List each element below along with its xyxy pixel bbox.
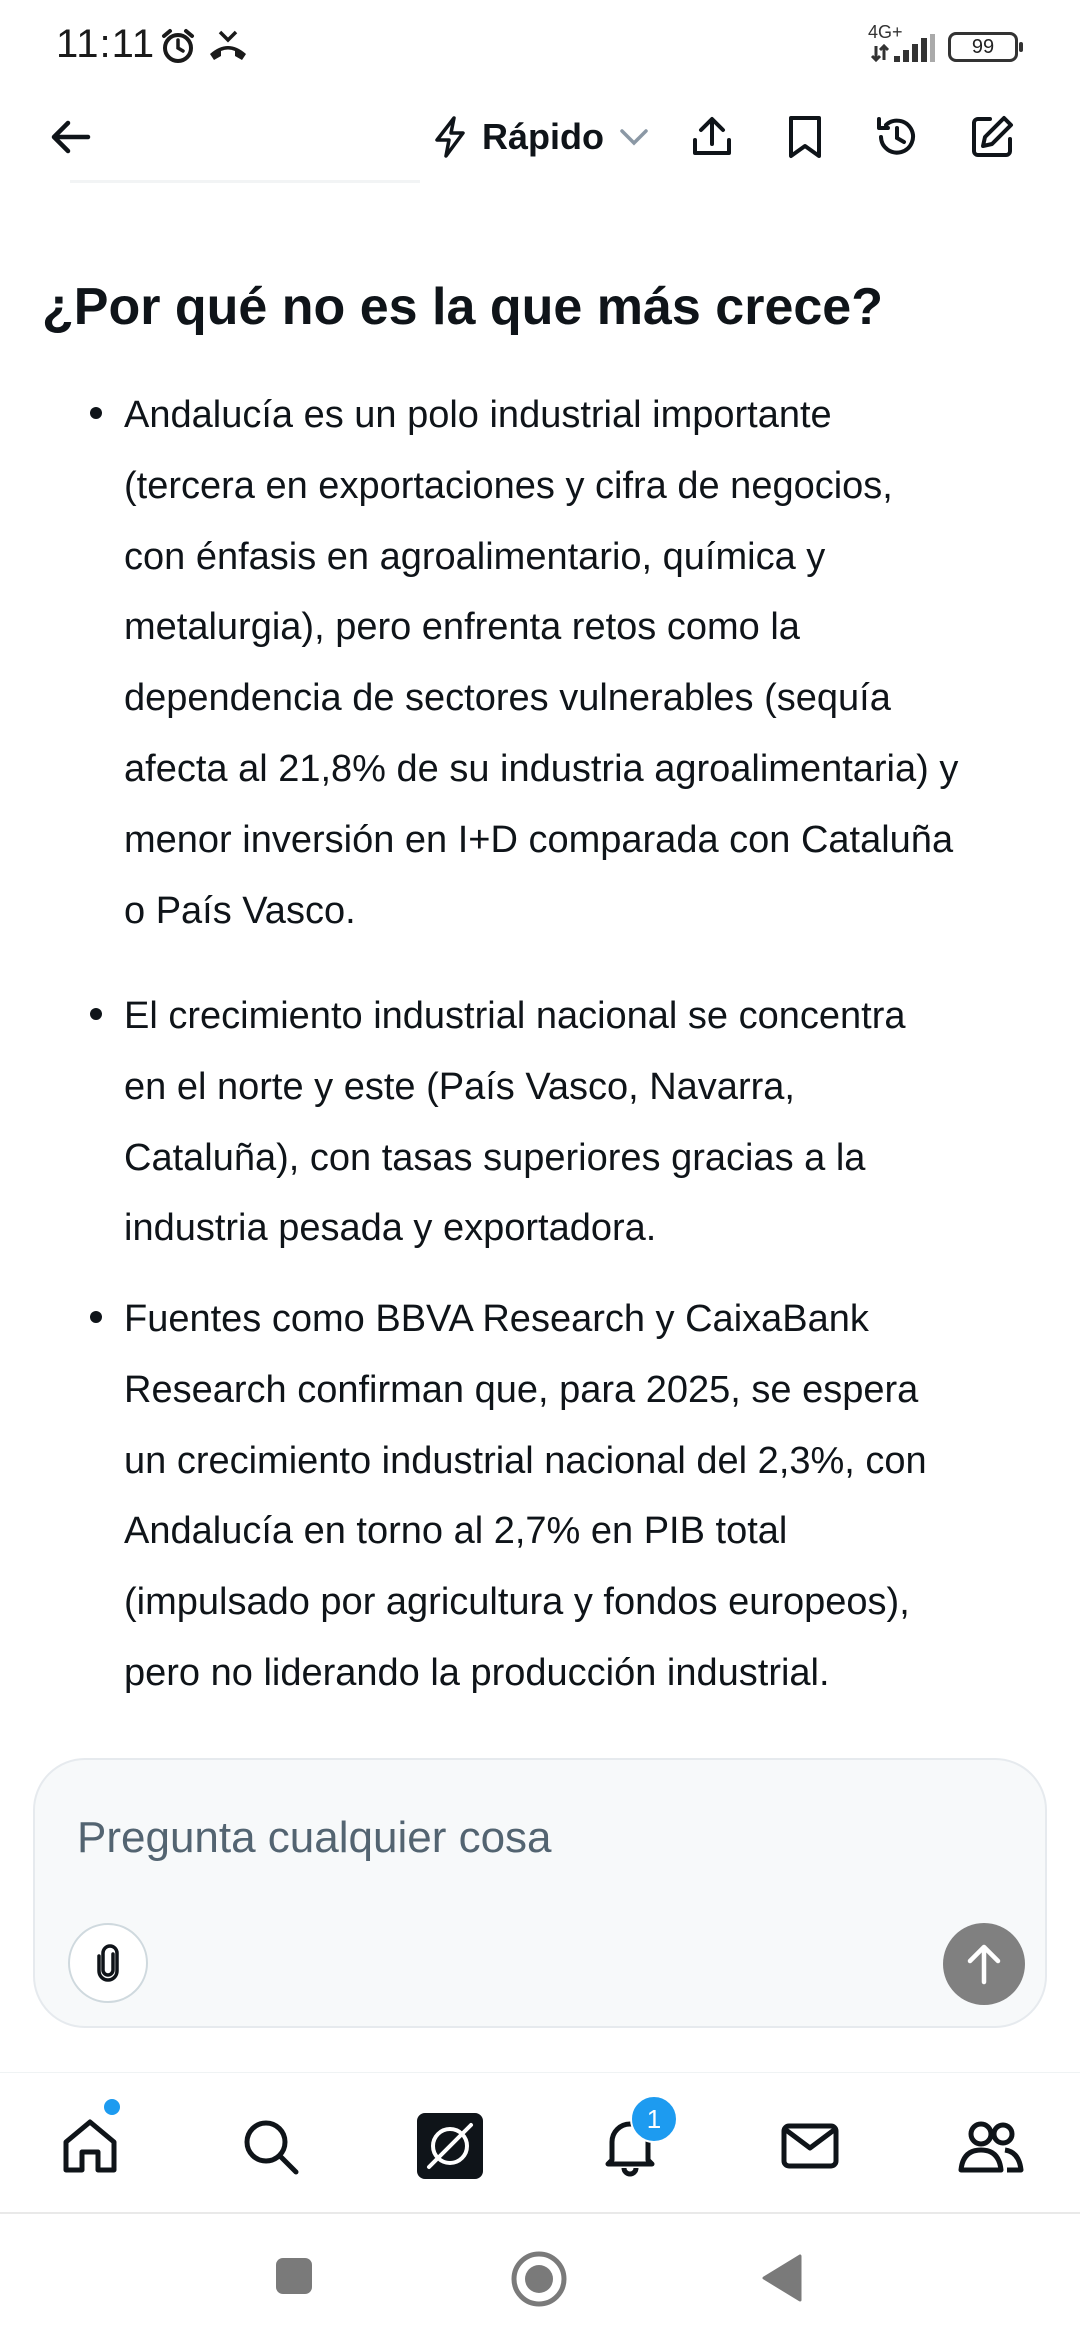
history-button[interactable] [867, 107, 927, 167]
text-line: Research confirman que, para 2025, se espera [124, 1368, 919, 1411]
text-line: o País Vasco. [124, 889, 356, 932]
nav-grok[interactable] [415, 2111, 485, 2181]
network-type-label: 4G+ [868, 22, 903, 42]
header-divider [70, 180, 420, 183]
mode-selector[interactable] [430, 107, 655, 167]
text-line: Cataluña), con tasas superiores gracias a la [124, 1136, 866, 1179]
text-line: metalurgia), pero enfrenta retos como la [124, 606, 800, 649]
lightning-icon [430, 115, 470, 159]
paperclip-icon [93, 1944, 123, 1982]
new-chat-button[interactable] [962, 107, 1022, 167]
system-nav-bar [0, 2212, 1080, 2342]
text-line: dependencia de sectores vulnerables (sequía [124, 677, 891, 720]
status-bar [0, 0, 1080, 82]
nav-home[interactable] [55, 2111, 125, 2181]
text-line: pero no liderando la producción industrial. [124, 1651, 830, 1694]
text-line: menor inversión en I+D comparada con Cataluña [124, 818, 954, 861]
prompt-input[interactable] [75, 1812, 979, 1864]
bullet-dot [90, 1008, 102, 1020]
text-line: en el norte y este (País Vasco, Navarra, [124, 1065, 795, 1108]
recents-button[interactable] [272, 2254, 320, 2302]
nav-communities[interactable] [955, 2111, 1025, 2181]
text-line: (tercera en exportaciones y cifra de negocios, [124, 464, 893, 507]
notification-badge: 1 [630, 2095, 678, 2143]
text-line: Fuentes como BBVA Research y CaixaBank [124, 1298, 869, 1340]
list-item-text [124, 981, 1080, 1264]
share-button[interactable] [682, 107, 742, 167]
status-time: 11:11 [56, 22, 156, 66]
text-line: Andalucía en torno al 2,7% en PIB total [124, 1510, 788, 1553]
text-line: Andalucía es un polo industrial importante [124, 394, 832, 436]
list-item-text [124, 380, 1080, 946]
back-triangle-icon [760, 2252, 804, 2304]
bookmark-button[interactable] [775, 107, 835, 167]
share-icon [689, 114, 735, 160]
people-icon [955, 2114, 1025, 2178]
bullet-dot [90, 407, 102, 419]
composer [33, 1758, 1047, 2028]
history-icon [873, 113, 921, 161]
battery-level: 99 [971, 36, 995, 58]
list-item-text [124, 1284, 1080, 1709]
mode-label: Rápido [482, 116, 604, 157]
chevron-down-icon [618, 126, 650, 148]
bullet-dot [90, 1311, 102, 1323]
home-unread-dot [104, 2099, 120, 2115]
arrow-up-icon [964, 1942, 1004, 1986]
home-circle-icon [510, 2250, 568, 2308]
nav-search[interactable] [235, 2111, 305, 2181]
section-heading: ¿Por qué no es la que más crece? [42, 278, 883, 336]
battery-icon [948, 32, 1018, 62]
arrow-left-icon [48, 117, 92, 157]
text-line: con énfasis en agroalimentario, química y [124, 535, 826, 578]
recents-icon [272, 2254, 316, 2298]
text-line: afecta al 21,8% de su industria agroalimentaria) y [124, 747, 959, 790]
top-bar [0, 82, 1080, 192]
bookmark-icon [785, 114, 825, 160]
send-button[interactable] [943, 1923, 1025, 2005]
attach-button[interactable] [68, 1923, 148, 2003]
text-line: industria pesada y exportadora. [124, 1207, 657, 1250]
nav-messages[interactable] [775, 2111, 845, 2181]
back-system-button[interactable] [760, 2252, 810, 2306]
home-system-button[interactable] [510, 2250, 570, 2310]
missed-call-icon [206, 26, 250, 66]
bottom-nav [0, 2072, 1080, 2211]
text-line: (impulsado por agricultura y fondos europeos), [124, 1581, 910, 1624]
home-icon [58, 2114, 122, 2178]
text-line: un crecimiento industrial nacional del 2,3%, con [124, 1439, 927, 1482]
back-button[interactable] [40, 107, 100, 167]
signal-icon [870, 34, 936, 64]
search-icon [238, 2114, 302, 2178]
new-chat-icon [968, 113, 1016, 161]
text-line: El crecimiento industrial nacional se concentra [124, 995, 906, 1037]
grok-icon [415, 2111, 485, 2181]
alarm-icon [158, 26, 198, 66]
mail-icon [778, 2114, 842, 2178]
